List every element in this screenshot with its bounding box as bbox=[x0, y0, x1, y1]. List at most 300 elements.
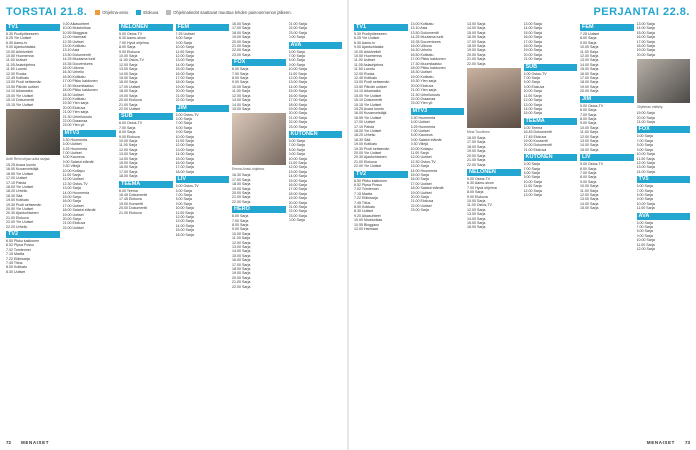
movie-icon bbox=[136, 10, 141, 15]
program-listing: 11.00 Sarja bbox=[175, 138, 194, 143]
program-listing: 16.00 Kuvanveistäjä bbox=[354, 111, 387, 116]
program-listing: 6.30 Aamu-show bbox=[467, 181, 494, 186]
program-listing: 9.30 Villejä bbox=[410, 142, 429, 147]
program-listing: 13.00 Sarja bbox=[523, 193, 542, 197]
schedule-column bbox=[176, 22, 230, 434]
program-listing: 5.00 Ostos-TV bbox=[467, 176, 491, 181]
program-listing: 6.00 Teema bbox=[119, 188, 138, 193]
channel-header: MTV3 bbox=[63, 130, 117, 137]
program-listing: 14.00 Sarja bbox=[288, 84, 307, 89]
program-listing: 18.00 Sarja bbox=[175, 80, 194, 85]
program-listing: 8.00 Kotikatu bbox=[6, 265, 27, 270]
program-listing: 16.00 Sarja bbox=[467, 35, 486, 40]
program-listing: 6.00 Uutiset bbox=[62, 142, 82, 147]
program-listing: 8.00 Sarja bbox=[175, 197, 192, 202]
program-listing: 11.00 Sarja bbox=[580, 130, 599, 135]
program-listing: 22.00 Sarja bbox=[288, 120, 307, 125]
program-listing: 20.00 Sarja bbox=[175, 89, 194, 94]
program-listing: 10.00 Sarja bbox=[288, 67, 307, 72]
program-listing: 17.00 Sarja bbox=[232, 26, 251, 31]
program-listing: 8.00 Sarja bbox=[232, 222, 249, 227]
left-brand: MENAISET bbox=[21, 439, 50, 445]
program-listing: 22.00 Sarja bbox=[232, 199, 251, 204]
program-listing: 6.30 Aamu-tv bbox=[6, 40, 28, 45]
program-listing: 10.00 Sarja bbox=[175, 206, 194, 211]
program-listing: 15.15 Yle Uutiset bbox=[6, 102, 34, 107]
program-listing: 7.00 Sarja bbox=[232, 71, 249, 76]
program-listing: 21.00 Elokuva bbox=[410, 199, 434, 204]
photo-caption: Mina Tuoviinen bbox=[467, 130, 490, 135]
program-listing: 19.00 Sarja bbox=[232, 35, 251, 40]
program-listing: 13.00 Sarja bbox=[232, 245, 251, 249]
program-listing: 19.00 Kotikatu bbox=[6, 198, 29, 203]
program-listing: 15.00 Sarja bbox=[232, 106, 251, 111]
program-listing: 6.00 Teema bbox=[523, 125, 543, 130]
program-listing: 14.10 Aikamatka bbox=[354, 89, 381, 94]
program-listing: 7.00 Sarja bbox=[232, 218, 249, 223]
program-listing: 10.00 Sarja bbox=[580, 125, 599, 130]
program-listing: 17.00 Sarja bbox=[232, 262, 251, 267]
program-listing: 12.00 Sarja bbox=[580, 193, 599, 197]
program-listing: 8.00 Kauneus bbox=[410, 133, 433, 138]
program-listing: 10.00 Sarja bbox=[636, 201, 655, 206]
program-listing: 15.00 Sarja bbox=[410, 173, 429, 177]
program-listing: 19.00 Uutiset bbox=[410, 190, 432, 195]
program-listing: 21.00 Elokuva bbox=[6, 215, 29, 220]
program-listing: 19.30 Ylen sarja bbox=[62, 101, 89, 106]
program-listing: 14.00 Sarja bbox=[119, 71, 138, 76]
program-listing: 9.00 Elokuva bbox=[119, 49, 140, 54]
program-listing: 17.00 Uutiset bbox=[6, 176, 28, 181]
program-listing: 7.02 Tomtennei bbox=[354, 187, 379, 192]
program-listing: 17.00 Pikku kakkonen bbox=[410, 57, 446, 62]
program-listing: 15.00 Sarja bbox=[119, 160, 138, 165]
program-listing: 21.30 Urheiluruutu bbox=[410, 92, 441, 97]
program-listing: 9.20 Aikasuhteet bbox=[62, 22, 90, 26]
program-listing: 14.00 Sarja bbox=[119, 156, 138, 161]
program-listing: 12.00 Ruoka bbox=[354, 71, 375, 76]
program-listing: 9.00 Elokuva bbox=[467, 194, 488, 199]
program-listing: 15.00 Sarja bbox=[580, 206, 599, 211]
program-listing: 10.00 Sarja bbox=[523, 89, 542, 94]
program-listing: 16.00 Sarja bbox=[232, 258, 251, 263]
program-listing: 12.00 Sarja bbox=[119, 147, 138, 152]
program-listing: 10.00 Kotiapu bbox=[62, 168, 85, 173]
program-listing: 12.45 Kotikatu bbox=[6, 76, 29, 81]
program-listing: 6.52 Pipsa Possu bbox=[6, 243, 34, 248]
program-listing: 9.00 Salatut elämät bbox=[62, 159, 94, 164]
program-listing: 10.00 Sarja bbox=[580, 45, 599, 50]
left-topbar bbox=[6, 6, 342, 18]
channel-header: TEEMA bbox=[119, 181, 173, 188]
program-listing: 5.00 Ostos-TV bbox=[175, 184, 199, 189]
program-listing: 11.00 Sarja bbox=[636, 206, 655, 211]
channel-header: TV5 bbox=[637, 176, 691, 183]
program-listing: 18.00 Salatut elämät bbox=[410, 186, 444, 191]
program-listing: 21.00 Elokuva bbox=[62, 221, 86, 226]
program-listing: 6.00 Sarja bbox=[175, 188, 192, 193]
program-listing: 16.00 Sarja bbox=[232, 22, 251, 26]
program-listing: 15.00 Sarja bbox=[467, 220, 486, 225]
program-listing: 12.00 Sarja bbox=[288, 76, 307, 81]
program-listing: 7.00 Sarja bbox=[580, 170, 597, 175]
program-listing: 21.00 Sarja bbox=[523, 57, 542, 62]
right-day-title: PERJANTAI 22.8. bbox=[593, 6, 690, 18]
program-listing: 16.55 Yle Uutiset bbox=[354, 115, 382, 120]
program-listing: 11.00 Uutiset bbox=[6, 58, 27, 63]
program-listing: 9.00 Sarja bbox=[636, 233, 653, 238]
program-listing: 10.00 Sarja bbox=[523, 179, 542, 184]
program-listing: 9.00 Sarja bbox=[580, 179, 597, 184]
program-listing: 16.00 Sarja bbox=[119, 80, 138, 85]
program-listing: 0.00 Sarja bbox=[288, 218, 305, 223]
program-listing: 15.00 Sarja bbox=[62, 195, 81, 200]
right-page-number: 73 bbox=[684, 439, 690, 445]
program-listing: 18.20 Urheilu bbox=[6, 189, 28, 194]
program-listing: 12.00 Sarja bbox=[175, 143, 194, 148]
program-listing: 15.00 Sarja bbox=[175, 156, 194, 161]
program-listing: 19.00 Sarja bbox=[232, 271, 251, 276]
program-listing: 16.30 Urheilu bbox=[62, 70, 84, 75]
program-listing: 18.00 Sarja bbox=[636, 44, 655, 49]
program-listing: 15.00 Sarja bbox=[580, 147, 599, 152]
program-listing: 6.00 Sarja bbox=[288, 49, 305, 54]
program-listing: 12.00 Sarja bbox=[232, 93, 251, 98]
program-listing: 18.00 Sarja bbox=[175, 169, 194, 174]
program-listing: 8.00 Sarja bbox=[636, 229, 653, 234]
program-listing: 13.10 Asia bbox=[410, 26, 428, 31]
info-icon bbox=[166, 10, 171, 15]
program-listing: 9.00 Sarja bbox=[175, 40, 192, 45]
program-listing: 7.00 Sarja bbox=[523, 76, 540, 81]
program-listing: 19.00 Konsertti bbox=[523, 138, 548, 143]
program-listing: 16.00 Sarja bbox=[119, 165, 138, 170]
program-listing: 13.50 Päivän uutiset bbox=[354, 84, 387, 89]
program-listing: 23.00 Sarja bbox=[232, 52, 251, 57]
program-listing: 5.00 Ostos-TV bbox=[580, 103, 604, 108]
program-listing: 17.00 Uutiset bbox=[119, 84, 141, 89]
program-listing: 10.00 Sarja bbox=[232, 231, 251, 236]
schedule-column bbox=[6, 22, 60, 434]
legend-movie-label: Elokuva bbox=[143, 9, 159, 15]
program-listing: 20.00 Elokuva bbox=[119, 98, 142, 103]
program-listing: 7.00 Uutiset bbox=[410, 128, 430, 133]
program-listing: 21.00 Sarja bbox=[467, 57, 486, 62]
program-listing: 13.00 Sarja bbox=[580, 197, 599, 202]
program-listing: 17.10 Palsta bbox=[6, 180, 26, 185]
program-listing: 8.00 Kotikatu bbox=[354, 205, 375, 210]
program-listing: 16.00 Sarja bbox=[410, 177, 429, 182]
program-listing: 15.00 Sarja bbox=[467, 30, 486, 35]
program-listing: 23.00 Sarja bbox=[288, 124, 307, 129]
program-listing: 12.00 Uutiset bbox=[62, 177, 84, 182]
program-listing: 12.00 Sarja bbox=[467, 207, 486, 212]
program-listing: 10.50 Huomenna bbox=[6, 54, 34, 59]
program-listing: 14.00 Sarja bbox=[523, 106, 542, 111]
program-listing: 11.00 Sarja bbox=[175, 49, 194, 54]
program-listing: 10.00 Muistorikas bbox=[354, 218, 383, 223]
channel-header: LIV bbox=[580, 154, 634, 161]
program-listing: 13.10 Asia bbox=[62, 48, 80, 53]
program-listing: 17.45 Elokuva bbox=[119, 197, 142, 202]
program-listing: 7.00 Sarja bbox=[288, 143, 305, 148]
program-listing: 13.50 Päivän uutiset bbox=[6, 84, 39, 89]
program-listing: 22.00 Draamaa bbox=[410, 96, 436, 101]
program-listing: 13.00 Sarja bbox=[580, 58, 599, 63]
program-listing: 20.30 Ajankohtainen bbox=[354, 155, 387, 160]
program-listing: 12.00 Sarja bbox=[523, 98, 542, 103]
right-footer bbox=[647, 438, 690, 446]
program-listing: 20.30 Ajankohtainen bbox=[6, 211, 39, 216]
program-listing: 16.00 Kuvanveistäjä bbox=[6, 167, 39, 172]
program-listing: 12.00 Sarja bbox=[580, 134, 599, 139]
program-listing: 20.00 Sarja bbox=[232, 275, 251, 280]
program-listing: 12.00 Ruoka bbox=[6, 71, 27, 76]
program-listing: 6.25 Huomenta bbox=[62, 146, 88, 151]
program-listing: 17.00 Sarja bbox=[232, 177, 251, 182]
program-listing: 18.00 Yle Uutiset bbox=[354, 128, 382, 133]
program-listing: 19.00 Sarja bbox=[119, 93, 138, 98]
program-listing: 19.00 Sarja bbox=[636, 111, 655, 116]
program-listing: 16.45 Dokumentti bbox=[119, 193, 148, 197]
program-listing: 16.50 Kotikatu bbox=[62, 74, 86, 79]
program-listing: 21.00 Sarja bbox=[288, 115, 307, 120]
program-listing: 13.00 Sarja bbox=[288, 80, 307, 85]
program-listing: 17.45 Elokuva bbox=[523, 134, 547, 139]
program-listing: 8.00 Sarja bbox=[288, 147, 305, 152]
program-listing: 6.00 Sarja bbox=[580, 166, 597, 171]
program-listing: 14.00 Sarja bbox=[467, 26, 486, 31]
program-listing: 17.10 Palsta bbox=[354, 124, 374, 129]
program-listing: 10.00 Muistorikas bbox=[62, 26, 91, 31]
right-page bbox=[348, 0, 696, 450]
program-listing: 9.00 Sarja bbox=[232, 227, 249, 232]
program-listing: 12.00 Harmaat bbox=[354, 227, 378, 232]
program-listing: 6.30 Aamu-show bbox=[119, 36, 146, 41]
program-listing: 9.00 Ajankohtaista bbox=[6, 45, 36, 50]
program-listing: 8.00 Sarja bbox=[580, 116, 597, 121]
program-listing: 13.00 Sarja bbox=[62, 186, 81, 191]
program-listing: 8.00 Sarja bbox=[523, 80, 540, 85]
program-listing: 16.00 Sarja bbox=[467, 136, 486, 141]
program-listing: 9.00 Elokuva bbox=[523, 84, 545, 89]
program-listing: 19.30 Puoli seitsemän bbox=[354, 146, 390, 151]
program-listing: 16.00 Sarja bbox=[288, 183, 307, 187]
program-listing: 21.00 Sarja bbox=[636, 120, 655, 125]
program-listing: 20.00 Sarja bbox=[232, 190, 251, 195]
program-listing: 21.00 Sarja bbox=[288, 22, 307, 26]
program-listing: 11.00 Ostos-TV bbox=[119, 58, 144, 63]
program-listing: 5.30 Puoliyöteeseen bbox=[354, 32, 387, 36]
program-listing: 18.00 Pikku kakkonen bbox=[410, 66, 446, 71]
program-listing: 15.00 Sarja bbox=[523, 30, 542, 35]
program-listing: 6.52 Pipsa Possu bbox=[354, 183, 382, 187]
program-listing: 11.00 Sarja bbox=[288, 160, 307, 165]
schedule-column bbox=[580, 22, 634, 434]
program-listing: 18.30 Sää bbox=[354, 137, 371, 142]
program-listing: 18.00 Sarja bbox=[467, 144, 486, 149]
left-page-number: 72 bbox=[6, 439, 12, 445]
program-listing: 8.00 Sarja bbox=[467, 190, 484, 195]
channel-header: HERO bbox=[232, 206, 286, 213]
program-listing: 9.00 Sarja bbox=[523, 175, 540, 180]
program-listing: 6.50 Pikku kakkonen bbox=[354, 178, 388, 183]
program-listing: 14.00 Sarja bbox=[175, 223, 194, 228]
program-listing: 14.00 Sarja bbox=[288, 174, 307, 179]
program-listing: 21.00 Sarja bbox=[119, 102, 138, 107]
program-listing: 7.00 Sarja bbox=[636, 188, 653, 193]
channel-header: FOX bbox=[637, 126, 691, 133]
program-listing: 22.00 Sarja bbox=[175, 98, 194, 103]
program-listing: 13.00 Sarja bbox=[288, 169, 307, 174]
program-listing: 13.00 Sarja bbox=[410, 164, 429, 169]
rating-icon bbox=[95, 10, 100, 15]
program-listing: 12.00 Sarja bbox=[636, 160, 655, 165]
program-listing: 17.30 Muumilaakso bbox=[62, 83, 94, 88]
program-listing: 8.00 Sarja bbox=[580, 36, 597, 41]
program-listing: 17.00 Uutiset bbox=[410, 181, 432, 186]
program-listing: 17.00 Uutiset bbox=[354, 120, 376, 125]
program-listing: 10.55 Bloggaus bbox=[354, 222, 379, 227]
program-listing: 18.00 Sarja bbox=[119, 174, 138, 179]
program-listing: 23.00 Sarja bbox=[410, 208, 429, 213]
program-listing: 13.00 Kotikatu bbox=[62, 44, 86, 49]
program-listing: 8.00 Sarja bbox=[232, 76, 249, 81]
program-listing: 14.00 Huomenta bbox=[62, 190, 90, 195]
program-listing: 19.00 Konsertti bbox=[119, 201, 144, 206]
program-listing: 11.00 Sarja bbox=[636, 156, 655, 161]
program-listing: 13.00 Sarja bbox=[467, 212, 486, 217]
program-listing: 12.00 Uutiset bbox=[410, 155, 432, 160]
legend-rating-label: Ohjelma-arvio bbox=[102, 9, 129, 15]
program-listing: 22.00 Uutiset bbox=[62, 225, 84, 230]
program-listing: 10.00 Kotiapu bbox=[410, 146, 433, 151]
program-listing: 14.00 Sarja bbox=[232, 249, 251, 254]
program-listing: 16.00 Sarja bbox=[523, 35, 542, 40]
program-listing: 9.00 Sarja bbox=[175, 201, 192, 206]
program-listing: 16.00 Sarja bbox=[580, 71, 599, 76]
program-listing: 15.35 Docventures bbox=[62, 61, 93, 66]
program-listing: 20.00 Sarja bbox=[523, 52, 542, 57]
program-listing: 13.00 Kotikatu bbox=[410, 22, 434, 26]
program-listing: 8.00 Sarja bbox=[580, 175, 597, 180]
program-listing: 6.00 Ostos-TV bbox=[119, 121, 143, 126]
program-listing: 20.00 Sarja bbox=[232, 39, 251, 44]
program-listing: 9.00 Sarja bbox=[288, 62, 305, 67]
program-listing: 7.00 Sarja bbox=[119, 125, 136, 130]
channel-header: KUTONEN bbox=[289, 131, 343, 138]
program-listing: 16.45 Dokumentti bbox=[523, 130, 552, 135]
program-listing: 15.00 Sarja bbox=[175, 67, 194, 72]
program-listing: 18.20 Urheilu bbox=[354, 133, 376, 138]
legend-movie bbox=[136, 10, 158, 15]
program-listing: 18.00 Sarja bbox=[232, 267, 251, 272]
program-listing: 14.00 Sarja bbox=[175, 62, 194, 67]
program-listing: 10.00 Sarja bbox=[580, 184, 599, 189]
program-listing: 7.22 Eläinsarja bbox=[6, 256, 30, 261]
program-listing: 15.00 Sarja bbox=[636, 30, 655, 35]
program-listing: 22.00 Sarja bbox=[467, 162, 486, 167]
program-listing: 21.00 Ylen sarja bbox=[410, 88, 437, 93]
program-listing: 7.00 Hyvä ohjelma bbox=[467, 185, 497, 190]
program-listing: 7.00 Sarja bbox=[580, 112, 597, 117]
program-listing: 13.00 Puoli seitsemän bbox=[6, 80, 42, 85]
program-listing: 19.30 Ylen sarja bbox=[410, 79, 437, 84]
program-listing: 14.00 Sarja bbox=[636, 26, 655, 31]
program-listing: 8.00 Sarja bbox=[523, 170, 540, 175]
program-listing: 13.00 Sarja bbox=[636, 165, 655, 170]
program-listing: 5.00 Ostos-TV bbox=[175, 112, 199, 117]
program-listing: 21.00 Sarja bbox=[288, 205, 307, 210]
program-listing: 13.00 Sarja bbox=[175, 147, 194, 152]
schedule-column bbox=[232, 22, 286, 434]
legend-note bbox=[166, 10, 292, 15]
program-listing: 21.00 Ylen sarja bbox=[62, 110, 89, 115]
program-listing: 11.00 Sarja bbox=[119, 143, 138, 148]
program-listing: 9.00 Sarja bbox=[288, 152, 305, 157]
program-listing: 6.00 Sarja bbox=[288, 138, 305, 143]
program-listing: 14.25 Muutama tunti bbox=[410, 35, 444, 40]
program-listing: 21.00 Sarja bbox=[232, 280, 251, 285]
channel-header: TV2 bbox=[354, 171, 408, 178]
program-listing: 15.00 Yle Uutiset bbox=[354, 93, 382, 98]
left-footer bbox=[6, 438, 49, 446]
program-listing: 20.00 Sarja bbox=[410, 195, 429, 200]
program-listing: 15.00 Sarja bbox=[175, 228, 194, 233]
program-listing: 13.00 Sarja bbox=[175, 219, 194, 224]
channel-header: JIM bbox=[580, 96, 634, 103]
program-listing: 16.30 Sarja bbox=[232, 173, 251, 178]
program-listing: 20.00 Dokumentti bbox=[523, 143, 552, 148]
program-listing: 20.00 Yle Uutiset bbox=[354, 150, 382, 155]
program-listing: 17.00 Sarja bbox=[175, 76, 194, 81]
channel-header: KUTONEN bbox=[524, 154, 578, 161]
program-listing: 11.00 Sarja bbox=[175, 210, 194, 215]
program-listing: 13.00 Sarja bbox=[580, 138, 599, 143]
program-listing: 6.25 Huomenta bbox=[410, 124, 436, 129]
program-listing: 21.00 Sarja bbox=[175, 93, 194, 98]
program-listing: 10.00 Arkkiveiteli bbox=[354, 49, 381, 54]
program-listing: 18.00 Salatut elämät bbox=[62, 208, 96, 213]
program-photo bbox=[637, 59, 691, 103]
program-listing: 11.50 Luonto bbox=[6, 67, 27, 72]
program-listing: 7.00 Sarja bbox=[175, 121, 192, 126]
program-listing: 18.00 Sarja bbox=[232, 30, 251, 35]
program-listing: 5.00 Ostos-TV bbox=[119, 32, 143, 36]
program-listing: 16.00 Sarja bbox=[467, 225, 486, 230]
program-listing: 19.00 Sarja bbox=[175, 84, 194, 89]
program-listing: 10.00 Sarja bbox=[175, 134, 194, 139]
program-listing: 14.00 Sarja bbox=[232, 102, 251, 107]
program-listing: 15.15 Yle Uutiset bbox=[354, 102, 382, 107]
program-listing: 21.00 Elokuva bbox=[523, 147, 547, 152]
program-listing: 8.00 Sarja bbox=[636, 143, 653, 148]
program-listing: 17.00 Sarja bbox=[288, 98, 307, 103]
program-listing: 6.00 Sarja bbox=[580, 108, 597, 113]
program-listing: 13.00 Sarja bbox=[175, 58, 194, 63]
program-listing: 22.00 Yle Uutiset bbox=[354, 164, 382, 169]
program-listing: 8.00 Sarja bbox=[636, 192, 653, 197]
channel-header: TV2 bbox=[6, 231, 60, 238]
program-listing: 6.00 Sarja bbox=[523, 162, 540, 167]
program-listing: 7.45 Tiitus bbox=[354, 200, 371, 205]
program-listing: 17.00 Sarja bbox=[467, 39, 486, 44]
program-photo bbox=[6, 109, 60, 155]
program-listing: 6.50 Pikku kakkonen bbox=[6, 239, 40, 243]
program-listing: 0.00 Sarja bbox=[288, 35, 305, 40]
program-listing: 10.00 Sarja bbox=[232, 84, 251, 89]
photo-caption: Ohjelman esittely. bbox=[636, 105, 664, 110]
